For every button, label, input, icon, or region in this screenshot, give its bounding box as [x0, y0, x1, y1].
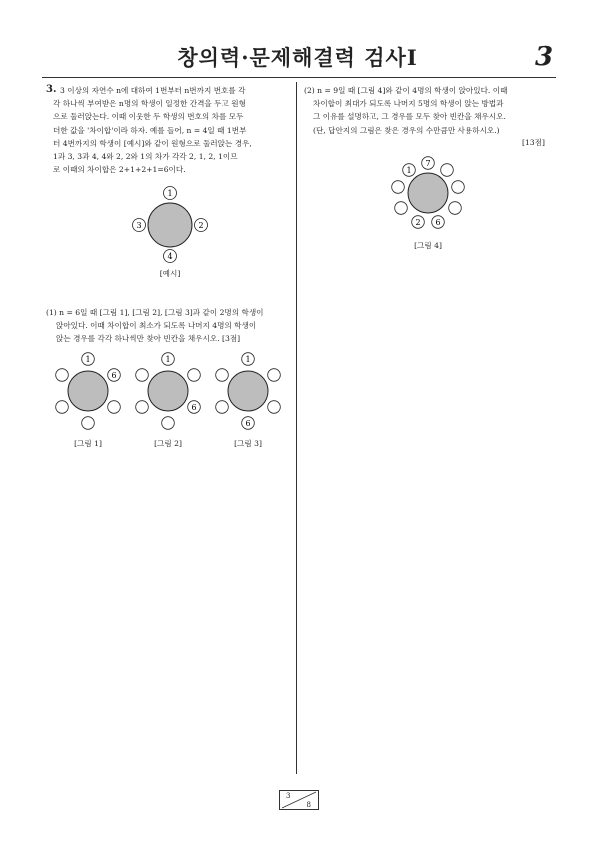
round-table — [228, 371, 268, 411]
seat — [188, 369, 201, 382]
page-title: 창의력·문제해결력 검사Ⅰ — [177, 45, 418, 70]
question-line: 각 하나씩 부여받은 n명의 학생이 일정한 간격을 두고 원형 — [53, 99, 246, 109]
seat — [395, 202, 408, 215]
seat — [268, 369, 281, 382]
seat — [164, 250, 177, 263]
seat — [108, 369, 121, 382]
seat — [422, 157, 435, 170]
seat — [195, 219, 208, 232]
question-line: 터 4번까지의 학생이 [예시]와 같이 원형으로 둘러앉는 경우, — [53, 138, 252, 148]
footer-current-page: 3 — [286, 792, 291, 800]
header-page-number: 3 — [535, 42, 554, 72]
svg-text:6: 6 — [245, 419, 251, 428]
seat — [164, 187, 177, 200]
top-rule — [42, 77, 556, 78]
svg-text:4: 4 — [167, 252, 173, 261]
seat — [108, 401, 121, 414]
figure-1 — [48, 350, 128, 432]
footer-page-indicator — [279, 790, 319, 810]
seat — [403, 164, 416, 177]
part-2-points: [13점] — [522, 138, 545, 147]
svg-text:3: 3 — [136, 221, 142, 230]
seat — [56, 369, 69, 382]
example-caption: [예시] — [159, 269, 181, 278]
svg-text:6: 6 — [435, 218, 441, 227]
part-2-line: 차이합이 최대가 되도록 나머지 5명의 학생이 앉는 방법과 — [313, 99, 504, 109]
question-3 — [46, 84, 291, 176]
question-line: 3 이상의 자연수 n에 대하여 1번부터 n번까지 번호를 각 — [60, 86, 246, 95]
part-1-text — [46, 306, 292, 346]
part-2-line: (2) n = 9일 때 [그림 4]와 같이 4명의 학생이 앉아있다. 이때 — [304, 86, 508, 95]
round-table — [148, 203, 192, 247]
question-line: 으로 둘러앉는다. 이때 이웃한 두 학생의 번호의 차를 모두 — [53, 112, 244, 122]
round-table — [148, 371, 188, 411]
part-1-line: 앉아있다. 이때 차이합이 최소가 되도록 나머지 4명의 학생이 — [56, 321, 257, 331]
question-line: 로 이때의 차이합은 2+1+2+1=6이다. — [53, 165, 186, 175]
svg-text:6: 6 — [191, 403, 197, 412]
seat — [452, 181, 465, 194]
seat — [162, 417, 175, 430]
seat — [412, 216, 425, 229]
seat — [56, 401, 69, 414]
seat — [133, 219, 146, 232]
svg-text:1: 1 — [406, 166, 412, 175]
seat — [432, 216, 445, 229]
seat — [82, 417, 95, 430]
question-number: 3. — [46, 84, 57, 95]
seat — [216, 369, 229, 382]
svg-text:1: 1 — [165, 355, 171, 364]
seat — [136, 369, 149, 382]
footer-total-pages: 8 — [306, 801, 311, 809]
figure-1-caption: [그림 1] — [74, 439, 102, 448]
round-table — [408, 173, 448, 213]
part-2-text — [304, 84, 554, 137]
figure-2-caption: [그림 2] — [154, 439, 182, 448]
round-table — [68, 371, 108, 411]
svg-text:1: 1 — [167, 189, 173, 198]
seat — [188, 401, 201, 414]
part-1-line: 앉는 경우를 각각 하나씩만 찾아 빈칸을 채우시오. [3점] — [56, 334, 241, 344]
seat — [136, 401, 149, 414]
seat — [242, 417, 255, 430]
seat — [82, 353, 95, 366]
seat — [268, 401, 281, 414]
svg-text:6: 6 — [111, 371, 117, 380]
seat — [392, 181, 405, 194]
seat — [216, 401, 229, 414]
seat — [242, 353, 255, 366]
seat — [441, 164, 454, 177]
svg-text:7: 7 — [425, 159, 431, 168]
svg-text:1: 1 — [85, 355, 91, 364]
figure-3 — [208, 350, 288, 432]
column-divider — [296, 82, 297, 774]
part-1-line: (1) n = 6일 때 [그림 1], [그림 2], [그림 3]과 같이 2명의 학생이 — [46, 308, 264, 317]
seat — [162, 353, 175, 366]
figure-4 — [380, 150, 476, 236]
figure-3-caption: [그림 3] — [234, 439, 262, 448]
svg-text:2: 2 — [415, 218, 421, 227]
svg-text:1: 1 — [245, 355, 251, 364]
part-2-line: (단, 답안지의 그림은 찾은 경우의 수만큼만 사용하시오.) — [313, 125, 500, 135]
question-line: 더한 값을 '차이합'이라 하자. 예를 들어, n = 4일 때 1번부 — [53, 125, 247, 135]
figure-2 — [128, 350, 208, 432]
figure-4-caption: [그림 4] — [414, 241, 442, 250]
example-figure — [120, 180, 220, 270]
question-line: 1과 3, 3과 4, 4와 2, 2와 1의 차가 각각 2, 1, 2, 1이므 — [53, 152, 238, 162]
part-2-line: 그 이유를 설명하고, 그 경우를 모두 찾아 빈칸을 채우시오. — [313, 112, 506, 122]
seat — [449, 202, 462, 215]
svg-text:2: 2 — [198, 221, 204, 230]
